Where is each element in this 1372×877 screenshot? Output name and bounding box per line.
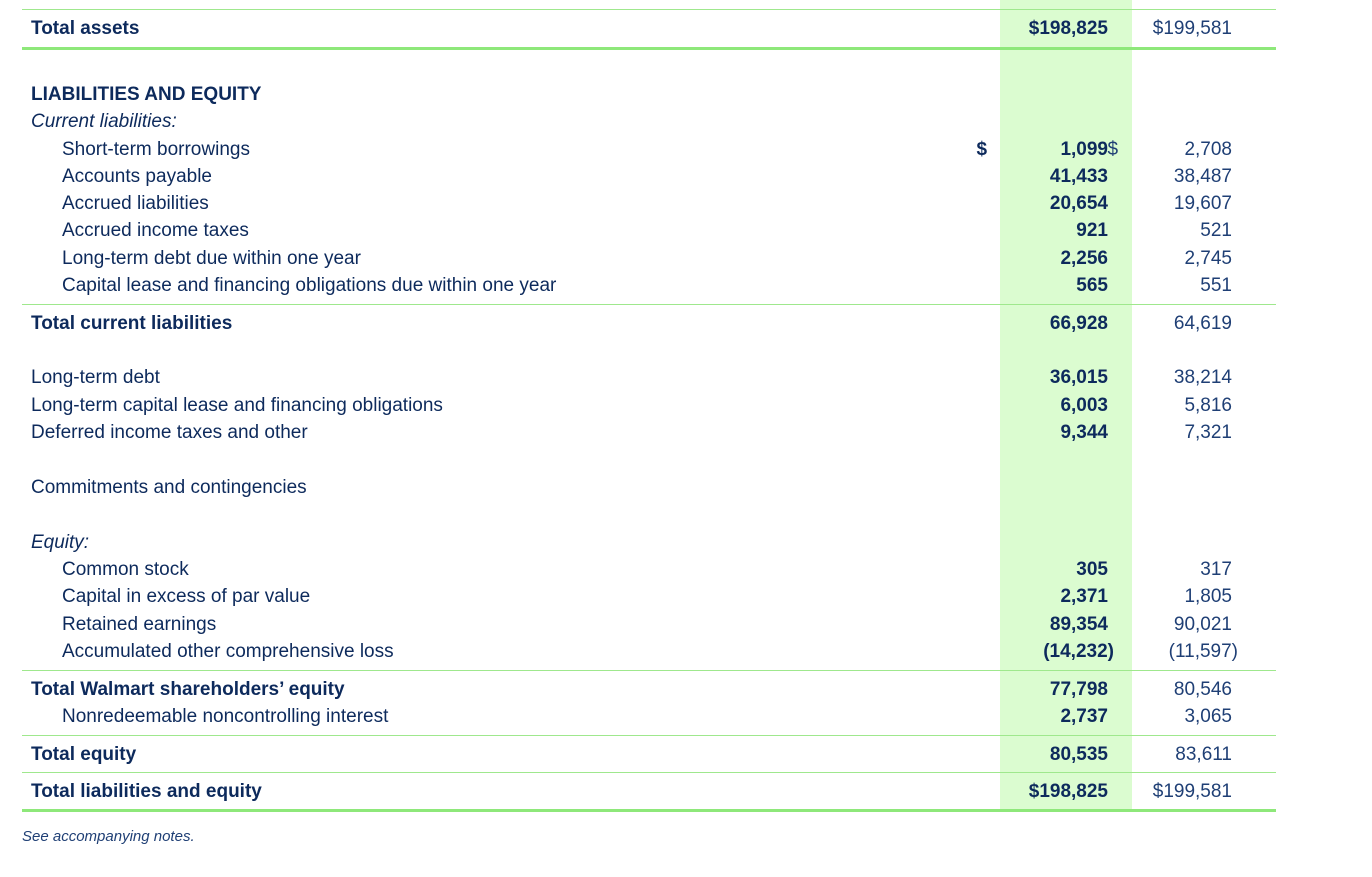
row-accounts-payable [0, 163, 1372, 190]
row-label: Accrued income taxes [62, 220, 249, 241]
value-current: 41,433 [1049, 166, 1108, 187]
currency-symbol: $ [1107, 139, 1119, 160]
value-prior: 80,546 [1173, 679, 1232, 700]
value-current: $198,825 [1028, 18, 1108, 39]
row-label: Retained earnings [62, 614, 217, 635]
value-current: 89,354 [1049, 614, 1108, 635]
row-label: Nonredeemable noncontrolling interest [62, 706, 389, 727]
value-current: 2,371 [1060, 586, 1108, 607]
row-label: Accounts payable [62, 166, 212, 187]
row-label: Long-term debt [31, 367, 160, 388]
value-prior: (11,597) [1168, 641, 1238, 662]
row-capital-lease-due [0, 272, 1372, 299]
rule-before-total-liab [22, 772, 1276, 773]
value-current: 66,928 [1049, 313, 1108, 334]
value-current: 77,798 [1049, 679, 1108, 700]
row-label: Total liabilities and equity [31, 781, 262, 802]
section-heading [0, 81, 1372, 108]
value-prior: 7,321 [1184, 422, 1232, 443]
value-prior: 38,214 [1173, 367, 1232, 388]
value-text: 2,708 [1184, 139, 1232, 160]
row-label: Common stock [62, 559, 189, 580]
value-current: 565 [1076, 275, 1108, 296]
value-prior: 64,619 [1173, 313, 1232, 334]
row-ltd-due-within-year [0, 245, 1372, 272]
rule-before-total-equity [22, 735, 1276, 736]
value-prior: 2,745 [1184, 248, 1232, 269]
row-common-stock [0, 556, 1372, 583]
row-deferred-taxes [0, 419, 1372, 446]
row-total-walmart-equity [0, 676, 1372, 703]
value-prior: 19,607 [1173, 193, 1232, 214]
row-short-term-borrowings [0, 136, 1372, 163]
value-current: 36,015 [1049, 367, 1108, 388]
row-label: Short-term borrowings [62, 139, 250, 160]
value-prior [1107, 136, 1232, 163]
value-prior: 83,611 [1175, 744, 1232, 765]
subheading-text: Current liabilities: [31, 111, 177, 132]
row-label: Total assets [31, 18, 140, 39]
row-lt-capital-lease [0, 392, 1372, 419]
row-label: Accumulated other comprehensive loss [62, 641, 394, 662]
subheading-equity [0, 529, 1372, 556]
row-label: Total current liabilities [31, 313, 233, 334]
row-noncontrolling-interest [0, 703, 1372, 730]
row-retained-earnings [0, 611, 1372, 638]
row-commitments [0, 474, 1372, 501]
row-label: Commitments and contingencies [31, 477, 307, 498]
row-total-current-liabilities [0, 310, 1372, 337]
currency-symbol: $ [976, 139, 988, 160]
subheading-text: Equity: [31, 532, 90, 553]
row-total-assets [0, 15, 1372, 42]
value-current: 305 [1076, 559, 1108, 580]
row-label: Total Walmart shareholders’ equity [31, 679, 345, 700]
value-current: 2,737 [1060, 706, 1108, 727]
value-text: 1,099 [1060, 139, 1108, 160]
row-label: Deferred income taxes and other [31, 422, 308, 443]
value-current: 20,654 [1049, 193, 1108, 214]
section-heading-text: LIABILITIES AND EQUITY [31, 84, 262, 105]
value-current [976, 136, 1108, 163]
row-label: Capital lease and financing obligations due within one year [62, 275, 557, 296]
value-prior: 551 [1200, 275, 1232, 296]
row-label: Long-term debt due within one year [62, 248, 361, 269]
row-label: Total equity [31, 744, 137, 765]
row-capital-excess [0, 583, 1372, 610]
value-prior: 90,021 [1173, 614, 1232, 635]
value-current: 921 [1076, 220, 1108, 241]
row-label: Long-term capital lease and financing obligations [31, 395, 443, 416]
value-prior: 317 [1200, 559, 1232, 580]
row-accrued-liabilities [0, 190, 1372, 217]
value-prior: $199,581 [1152, 18, 1232, 39]
value-current: 80,535 [1049, 744, 1108, 765]
value-prior: 38,487 [1173, 166, 1232, 187]
row-aoci [0, 638, 1372, 665]
rule-total-assets [22, 47, 1276, 50]
value-current: 2,256 [1060, 248, 1108, 269]
row-total-equity [0, 741, 1372, 768]
subheading-current-liabilities [0, 108, 1372, 135]
value-prior: $199,581 [1152, 781, 1232, 802]
row-accrued-income-taxes [0, 217, 1372, 244]
value-current: (14,232) [1043, 641, 1114, 662]
value-current: $198,825 [1028, 781, 1108, 802]
value-current: 9,344 [1060, 422, 1108, 443]
value-prior: 521 [1200, 220, 1232, 241]
row-total-liabilities-equity [0, 778, 1372, 805]
value-prior: 1,805 [1184, 586, 1232, 607]
footnote: See accompanying notes. [22, 828, 195, 845]
rule-top [22, 9, 1276, 10]
rule-before-walmart-equity [22, 670, 1276, 671]
rule-before-total-current [22, 304, 1276, 305]
row-long-term-debt [0, 364, 1372, 391]
row-label: Capital in excess of par value [62, 586, 311, 607]
value-prior: 5,816 [1184, 395, 1232, 416]
rule-bottom [22, 809, 1276, 812]
row-label: Accrued liabilities [62, 193, 209, 214]
value-prior: 3,065 [1184, 706, 1232, 727]
value-current: 6,003 [1060, 395, 1108, 416]
